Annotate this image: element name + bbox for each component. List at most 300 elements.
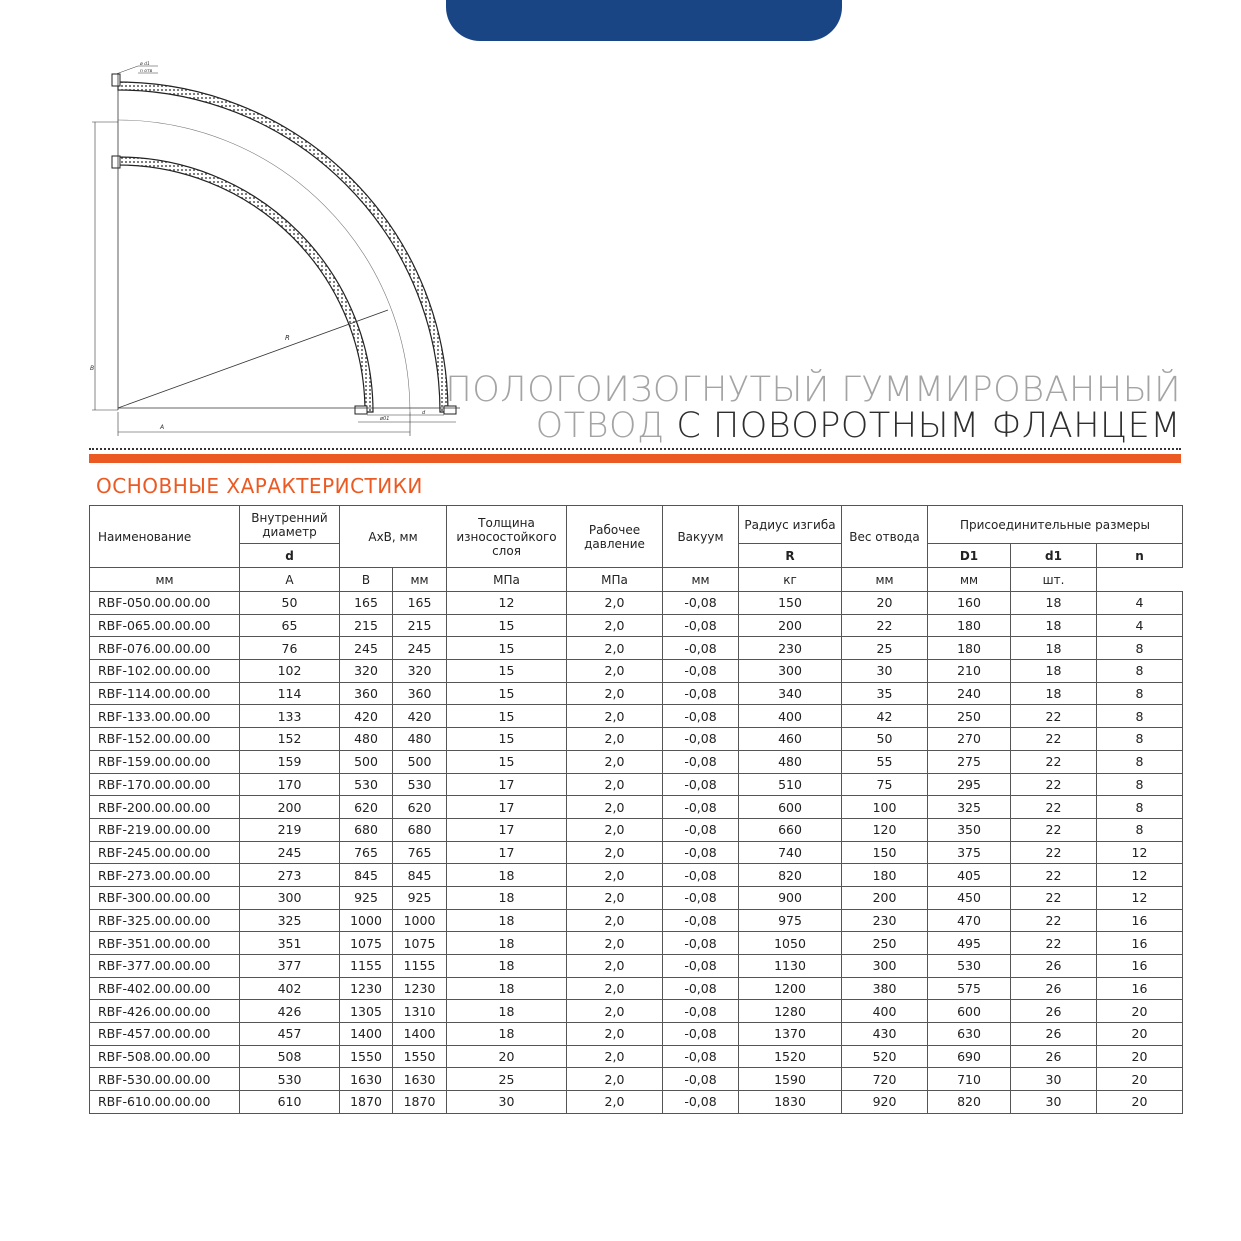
table-cell: 925 <box>340 886 393 909</box>
table-cell: 300 <box>739 660 842 683</box>
cell-name: RBF-273.00.00.00 <box>90 864 240 887</box>
table-cell: 18 <box>447 864 567 887</box>
table-row <box>90 841 1183 864</box>
table-row <box>90 637 1183 660</box>
table-cell: 508 <box>240 1045 340 1068</box>
table-cell: 165 <box>340 592 393 615</box>
cell-name: RBF-457.00.00.00 <box>90 1023 240 1046</box>
cell-name: RBF-245.00.00.00 <box>90 841 240 864</box>
cell-name: RBF-508.00.00.00 <box>90 1045 240 1068</box>
table-row <box>90 1045 1183 1068</box>
table-cell: -0,08 <box>663 1023 739 1046</box>
table-cell: 765 <box>393 841 447 864</box>
unit-d1: мм <box>928 568 1011 592</box>
outer-wall <box>118 82 448 412</box>
table-row <box>90 1023 1183 1046</box>
table-cell: 500 <box>340 750 393 773</box>
table-cell: 250 <box>928 705 1011 728</box>
table-cell: 22 <box>1011 886 1097 909</box>
table-cell: 295 <box>928 773 1011 796</box>
table-cell: 275 <box>928 750 1011 773</box>
table-cell: 375 <box>928 841 1011 864</box>
table-cell: 270 <box>928 728 1011 751</box>
table-cell: 1000 <box>393 909 447 932</box>
table-cell: -0,08 <box>663 955 739 978</box>
label-D1: ø01 <box>380 416 390 422</box>
unit-n: шт. <box>1011 568 1097 592</box>
table-row <box>90 955 1183 978</box>
col-header-axb: AxB, мм <box>340 506 447 568</box>
table-cell: 920 <box>842 1091 928 1114</box>
table-cell: 426 <box>240 1000 340 1023</box>
table-row <box>90 977 1183 1000</box>
table-cell: 325 <box>240 909 340 932</box>
cell-name: RBF-200.00.00.00 <box>90 796 240 819</box>
table-cell: 8 <box>1097 818 1183 841</box>
table-cell: 15 <box>447 614 567 637</box>
table-cell: 50 <box>240 592 340 615</box>
title-line-1: ПОЛОГОИЗОГНУТЫЙ ГУММИРОВАННЫЙ <box>445 370 1181 410</box>
cell-name: RBF-170.00.00.00 <box>90 773 240 796</box>
table-cell: 22 <box>1011 750 1097 773</box>
table-cell: 20 <box>842 592 928 615</box>
table-row <box>90 728 1183 751</box>
sym-d: d <box>240 544 340 568</box>
table-row <box>90 750 1183 773</box>
table-row <box>90 592 1183 615</box>
table-cell: -0,08 <box>663 1091 739 1114</box>
table-cell: 18 <box>447 909 567 932</box>
table-cell: 2,0 <box>567 614 663 637</box>
cell-name: RBF-102.00.00.00 <box>90 660 240 683</box>
col-header-pressure: Рабочее давление <box>567 506 663 568</box>
table-row <box>90 909 1183 932</box>
title-line-2-light: ОТВОД <box>535 406 665 446</box>
table-cell: 160 <box>928 592 1011 615</box>
table-cell: -0,08 <box>663 773 739 796</box>
cell-name: RBF-152.00.00.00 <box>90 728 240 751</box>
table-cell: 1520 <box>739 1045 842 1068</box>
table-cell: 2,0 <box>567 682 663 705</box>
table-cell: 240 <box>928 682 1011 705</box>
table-cell: 200 <box>739 614 842 637</box>
bottom-flange-left <box>355 406 367 414</box>
top-flange-outer <box>112 74 120 86</box>
table-cell: 1050 <box>739 932 842 955</box>
col-header-name: Наименование <box>90 506 240 568</box>
unit-thickness: мм <box>393 568 447 592</box>
cell-name: RBF-325.00.00.00 <box>90 909 240 932</box>
table-cell: 360 <box>393 682 447 705</box>
table-cell: 975 <box>739 909 842 932</box>
table-cell: 16 <box>1097 932 1183 955</box>
table-cell: 900 <box>739 886 842 909</box>
table-cell: 42 <box>842 705 928 728</box>
table-cell: 230 <box>739 637 842 660</box>
table-cell: 22 <box>1011 728 1097 751</box>
table-cell: 480 <box>340 728 393 751</box>
table-cell: 2,0 <box>567 886 663 909</box>
label-d: d <box>422 410 426 416</box>
table-cell: 245 <box>240 841 340 864</box>
table-cell: 420 <box>393 705 447 728</box>
cell-name: RBF-076.00.00.00 <box>90 637 240 660</box>
table-row <box>90 773 1183 796</box>
table-cell: 30 <box>447 1091 567 1114</box>
table-cell: 17 <box>447 796 567 819</box>
table-cell: 1630 <box>340 1068 393 1091</box>
table-cell: 460 <box>739 728 842 751</box>
table-cell: 22 <box>1011 841 1097 864</box>
table-cell: 16 <box>1097 909 1183 932</box>
top-flange-inner <box>112 156 120 168</box>
label-d1: ø d1 <box>140 62 150 67</box>
cell-name: RBF-114.00.00.00 <box>90 682 240 705</box>
table-cell: 4 <box>1097 592 1183 615</box>
table-cell: -0,08 <box>663 660 739 683</box>
table-cell: -0,08 <box>663 1045 739 1068</box>
col-header-inner-diameter: Внутренний диаметр <box>240 506 340 544</box>
table-cell: 740 <box>739 841 842 864</box>
table-cell: 15 <box>447 637 567 660</box>
table-row <box>90 1000 1183 1023</box>
table-cell: 2,0 <box>567 660 663 683</box>
dotted-divider <box>89 448 1181 450</box>
table-cell: 400 <box>739 705 842 728</box>
table-cell: 500 <box>393 750 447 773</box>
table-cell: 50 <box>842 728 928 751</box>
table-cell: 22 <box>1011 773 1097 796</box>
cell-name: RBF-610.00.00.00 <box>90 1091 240 1114</box>
label-n: n отв <box>140 69 153 74</box>
table-cell: 12 <box>1097 841 1183 864</box>
table-cell: 18 <box>1011 660 1097 683</box>
table-row <box>90 1068 1183 1091</box>
table-cell: 2,0 <box>567 1091 663 1114</box>
table-cell: 1280 <box>739 1000 842 1023</box>
table-cell: 26 <box>1011 1000 1097 1023</box>
table-cell: 18 <box>1011 592 1097 615</box>
table-cell: 30 <box>1011 1068 1097 1091</box>
table-cell: 1590 <box>739 1068 842 1091</box>
table-cell: 100 <box>842 796 928 819</box>
table-cell: -0,08 <box>663 864 739 887</box>
table-cell: 1370 <box>739 1023 842 1046</box>
table-cell: 20 <box>1097 1045 1183 1068</box>
page-title <box>445 372 1181 444</box>
table-cell: 76 <box>240 637 340 660</box>
unit-A: A <box>240 568 340 592</box>
table-cell: 22 <box>1011 932 1097 955</box>
table-cell: 480 <box>739 750 842 773</box>
spec-table <box>89 505 1183 1114</box>
table-cell: 300 <box>842 955 928 978</box>
table-cell: -0,08 <box>663 909 739 932</box>
table-cell: -0,08 <box>663 637 739 660</box>
table-cell: -0,08 <box>663 682 739 705</box>
table-cell: 2,0 <box>567 1023 663 1046</box>
table-cell: 1130 <box>739 955 842 978</box>
table-cell: 510 <box>739 773 842 796</box>
table-cell: 340 <box>739 682 842 705</box>
spec-table-body <box>90 592 1183 1114</box>
cell-name: RBF-159.00.00.00 <box>90 750 240 773</box>
table-cell: 450 <box>928 886 1011 909</box>
cell-name: RBF-133.00.00.00 <box>90 705 240 728</box>
table-cell: 150 <box>842 841 928 864</box>
table-cell: 660 <box>739 818 842 841</box>
table-cell: 610 <box>240 1091 340 1114</box>
table-cell: 22 <box>1011 818 1097 841</box>
table-cell: 22 <box>1011 796 1097 819</box>
unit-weight: кг <box>739 568 842 592</box>
table-cell: 30 <box>1011 1091 1097 1114</box>
table-cell: 200 <box>842 886 928 909</box>
table-row <box>90 864 1183 887</box>
table-cell: 8 <box>1097 682 1183 705</box>
cell-name: RBF-351.00.00.00 <box>90 932 240 955</box>
table-row <box>90 818 1183 841</box>
table-cell: 1200 <box>739 977 842 1000</box>
table-cell: 12 <box>1097 886 1183 909</box>
cell-name: RBF-402.00.00.00 <box>90 977 240 1000</box>
table-cell: -0,08 <box>663 614 739 637</box>
table-cell: -0,08 <box>663 1068 739 1091</box>
col-header-vacuum: Вакуум <box>663 506 739 568</box>
table-cell: 18 <box>1011 682 1097 705</box>
cell-name: RBF-065.00.00.00 <box>90 614 240 637</box>
table-cell: 8 <box>1097 705 1183 728</box>
col-header-radius: Радиус изгиба <box>739 506 842 544</box>
table-cell: 180 <box>928 637 1011 660</box>
table-cell: 18 <box>1011 614 1097 637</box>
table-cell: 26 <box>1011 1045 1097 1068</box>
table-cell: 520 <box>842 1045 928 1068</box>
table-cell: 405 <box>928 864 1011 887</box>
cell-name: RBF-377.00.00.00 <box>90 955 240 978</box>
table-cell: 320 <box>340 660 393 683</box>
table-cell: 765 <box>340 841 393 864</box>
label-B: B <box>90 365 95 372</box>
sym-R: R <box>739 544 842 568</box>
table-cell: 377 <box>240 955 340 978</box>
table-cell: 165 <box>393 592 447 615</box>
table-cell: 1155 <box>340 955 393 978</box>
cell-name: RBF-050.00.00.00 <box>90 592 240 615</box>
table-cell: 351 <box>240 932 340 955</box>
table-cell: 26 <box>1011 977 1097 1000</box>
table-cell: 8 <box>1097 660 1183 683</box>
table-cell: 430 <box>842 1023 928 1046</box>
table-cell: 402 <box>240 977 340 1000</box>
table-cell: 1155 <box>393 955 447 978</box>
table-cell: -0,08 <box>663 705 739 728</box>
table-cell: 200 <box>240 796 340 819</box>
table-cell: 210 <box>928 660 1011 683</box>
table-cell: 845 <box>393 864 447 887</box>
table-cell: 180 <box>842 864 928 887</box>
table-cell: 15 <box>447 660 567 683</box>
col-header-thickness: Толщина износостойкого слоя <box>447 506 567 568</box>
bend-drawing <box>80 60 480 440</box>
table-cell: 2,0 <box>567 796 663 819</box>
table-cell: 845 <box>340 864 393 887</box>
table-cell: 4 <box>1097 614 1183 637</box>
table-cell: 18 <box>447 932 567 955</box>
table-cell: 1400 <box>340 1023 393 1046</box>
table-cell: -0,08 <box>663 750 739 773</box>
table-cell: 630 <box>928 1023 1011 1046</box>
table-row <box>90 614 1183 637</box>
cell-name: RBF-219.00.00.00 <box>90 818 240 841</box>
table-cell: 18 <box>447 886 567 909</box>
table-cell: 12 <box>447 592 567 615</box>
table-cell: 180 <box>928 614 1011 637</box>
table-cell: 2,0 <box>567 637 663 660</box>
table-cell: 230 <box>842 909 928 932</box>
table-cell: 20 <box>1097 1091 1183 1114</box>
table-cell: 530 <box>240 1068 340 1091</box>
table-cell: 26 <box>1011 1023 1097 1046</box>
table-cell: 495 <box>928 932 1011 955</box>
table-cell: -0,08 <box>663 796 739 819</box>
table-cell: 2,0 <box>567 1000 663 1023</box>
table-cell: 219 <box>240 818 340 841</box>
col-header-weight: Вес отвода <box>842 506 928 568</box>
table-cell: 55 <box>842 750 928 773</box>
table-cell: 65 <box>240 614 340 637</box>
table-row <box>90 705 1183 728</box>
table-cell: 8 <box>1097 637 1183 660</box>
table-cell: 215 <box>340 614 393 637</box>
table-cell: 30 <box>842 660 928 683</box>
table-cell: 22 <box>1011 705 1097 728</box>
unit-B: B <box>340 568 393 592</box>
table-cell: 400 <box>842 1000 928 1023</box>
table-cell: 15 <box>447 728 567 751</box>
table-cell: -0,08 <box>663 592 739 615</box>
table-cell: 2,0 <box>567 977 663 1000</box>
table-cell: 25 <box>842 637 928 660</box>
table-cell: 22 <box>842 614 928 637</box>
table-cell: 18 <box>447 977 567 1000</box>
table-cell: 245 <box>393 637 447 660</box>
table-cell: 2,0 <box>567 864 663 887</box>
sym-d1: d1 <box>1011 544 1097 568</box>
label-R: R <box>285 334 290 342</box>
table-row <box>90 886 1183 909</box>
table-cell: 600 <box>739 796 842 819</box>
table-cell: -0,08 <box>663 728 739 751</box>
table-cell: 710 <box>928 1068 1011 1091</box>
table-cell: 15 <box>447 750 567 773</box>
table-cell: 17 <box>447 841 567 864</box>
table-cell: 18 <box>447 1023 567 1046</box>
label-A: A <box>160 424 165 431</box>
table-cell: -0,08 <box>663 977 739 1000</box>
title-line-2-dark: С ПОВОРОТНЫМ ФЛАНЦЕМ <box>676 406 1181 446</box>
table-cell: 1075 <box>393 932 447 955</box>
col-header-connection: Присоединительные размеры <box>928 506 1183 544</box>
table-cell: 1550 <box>393 1045 447 1068</box>
unit-vacuum: МПа <box>567 568 663 592</box>
table-cell: 1400 <box>393 1023 447 1046</box>
table-cell: 250 <box>842 932 928 955</box>
table-cell: 26 <box>1011 955 1097 978</box>
table-cell: 8 <box>1097 728 1183 751</box>
table-cell: 2,0 <box>567 728 663 751</box>
table-cell: -0,08 <box>663 1000 739 1023</box>
table-cell: 530 <box>928 955 1011 978</box>
table-cell: 20 <box>1097 1000 1183 1023</box>
table-cell: 1230 <box>393 977 447 1000</box>
table-cell: 575 <box>928 977 1011 1000</box>
table-cell: 102 <box>240 660 340 683</box>
table-cell: 925 <box>393 886 447 909</box>
table-cell: 16 <box>1097 955 1183 978</box>
table-cell: 15 <box>447 682 567 705</box>
table-cell: 1630 <box>393 1068 447 1091</box>
table-cell: 18 <box>447 1000 567 1023</box>
unit-pressure: МПа <box>447 568 567 592</box>
table-cell: 8 <box>1097 796 1183 819</box>
table-cell: 720 <box>842 1068 928 1091</box>
table-cell: 170 <box>240 773 340 796</box>
table-cell: 1830 <box>739 1091 842 1114</box>
table-cell: 35 <box>842 682 928 705</box>
table-cell: 820 <box>928 1091 1011 1114</box>
table-cell: 150 <box>739 592 842 615</box>
table-cell: 15 <box>447 705 567 728</box>
table-cell: 152 <box>240 728 340 751</box>
table-cell: 20 <box>1097 1068 1183 1091</box>
table-cell: 1305 <box>340 1000 393 1023</box>
table-cell: 20 <box>447 1045 567 1068</box>
table-cell: 530 <box>393 773 447 796</box>
table-cell: 2,0 <box>567 1068 663 1091</box>
table-cell: 360 <box>340 682 393 705</box>
table-cell: 470 <box>928 909 1011 932</box>
table-cell: 159 <box>240 750 340 773</box>
table-cell: 480 <box>393 728 447 751</box>
table-cell: 690 <box>928 1045 1011 1068</box>
table-cell: 530 <box>340 773 393 796</box>
unit-radius: мм <box>663 568 739 592</box>
table-cell: 114 <box>240 682 340 705</box>
table-cell: 1550 <box>340 1045 393 1068</box>
table-cell: 22 <box>1011 864 1097 887</box>
table-cell: 245 <box>340 637 393 660</box>
table-cell: 2,0 <box>567 955 663 978</box>
table-cell: 1075 <box>340 932 393 955</box>
table-cell: 420 <box>340 705 393 728</box>
table-cell: 325 <box>928 796 1011 819</box>
table-row <box>90 932 1183 955</box>
table-cell: 820 <box>739 864 842 887</box>
sym-n: n <box>1097 544 1183 568</box>
unit-d: мм <box>90 568 240 592</box>
orange-divider <box>89 454 1181 463</box>
table-cell: 17 <box>447 773 567 796</box>
radius-line <box>118 310 388 408</box>
table-cell: 8 <box>1097 750 1183 773</box>
header-tab <box>446 0 842 41</box>
table-cell: 18 <box>447 955 567 978</box>
table-cell: -0,08 <box>663 841 739 864</box>
table-cell: 620 <box>393 796 447 819</box>
table-cell: 320 <box>393 660 447 683</box>
table-cell: 1870 <box>340 1091 393 1114</box>
